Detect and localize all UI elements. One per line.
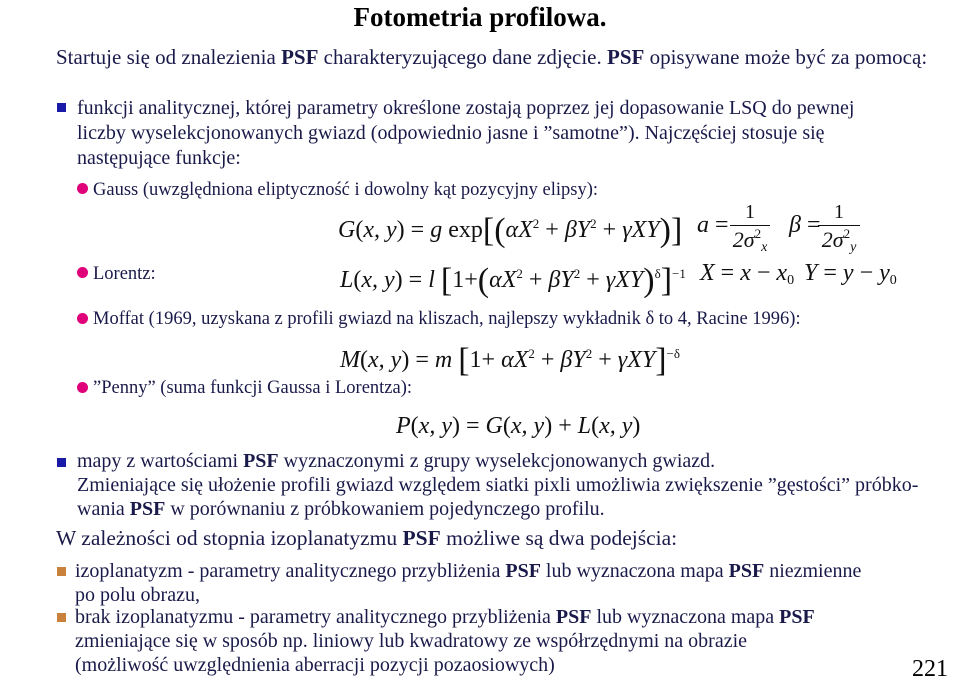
bullet-map-line3: wania PSF w porównaniu z próbkowaniem pojedynczego profilu. [77,498,605,520]
square-bullet-icon [57,613,66,622]
penny-formula: P(x, y) = G(x, y) + L(x, y) [396,413,641,439]
penny-label: ”Penny” (suma funkcji Gaussa i Lorentza): [93,378,413,398]
square-bullet-icon [57,103,66,112]
bullet-map-line2: Zmieniające się ułożenie profili gwiazd względem siatki pixli umożliwia zwiększenie ”gęstości” próbko- [77,474,919,496]
bullet-analytic-line2: liczby wyselekcjonowanych gwiazd (odpowiednio jasne i ”samotne”). Najczęściej stosuje się [77,122,825,144]
beta-fraction: 1 $2\sigma^2_y$ [818,201,860,256]
moffat-label: Moffat (1969, uzyskana z profili gwiazd na kliszach, najlepszy wykładnik δ to 4, Racine 1996): [93,309,801,329]
circle-bullet-icon [77,267,88,278]
circle-bullet-icon [77,382,88,393]
square-bullet-icon [57,458,66,467]
approach2-line1: brak izoplanatyzmu - parametry analitycznego przybliżenia PSF lub wyznaczona mapa PSF [75,606,815,628]
circle-bullet-icon [77,183,88,194]
gauss-formula: G(x, y) = g $\exp[(\alpha X^2 + \beta Y^2 + \gamma XY)]$ [338,212,683,249]
approach2-line3: (możliwość uwzględnienia aberracji pozycji pozaosiowych) [75,654,555,676]
bullet-map-line1: mapy z wartościami PSF wyznaczonymi z grupy wyselekcjonowanych gwiazd. [77,450,716,472]
approach1-line1: izoplanatyzm - parametry analitycznego przybliżenia PSF lub wyznaczona mapa PSF niezmienne [75,560,862,582]
y-offset-def: $Y = y - y_0$ [804,260,897,288]
gauss-label: Gauss (uwzględniona eliptyczność i dowolny kąt pozycyjny elipsy): [93,180,599,200]
beta-def: β = [789,212,821,238]
approach1-line2: po polu obrazu, [75,584,200,606]
square-bullet-icon [57,567,66,576]
intro-text: Startuje się od znalezienia PSF charakteryzującego dane zdjęcie. PSF opisywane może być za pomocą: [56,45,928,69]
alpha-def: a = [697,212,729,238]
circle-bullet-icon [77,313,88,324]
lorentz-label: Lorentz: [93,264,156,284]
x-offset-def: $X = x - x_0$ [700,260,795,288]
bullet-analytic-line3: następujące funkcje: [77,147,241,169]
approach2-line2: zmieniające się w sposób np. liniowy lub kwadratowy ze współrzędnymi na obrazie [75,630,748,652]
page-number: 221 [912,656,948,682]
bullet-analytic-line1: funkcji analitycznej, której parametry określone zostają poprzez jej dopasowanie LSQ do pewnej [77,97,855,119]
lorentz-formula: L(x, y) = l $[1+(\alpha X^2 + \beta Y^2 + \gamma XY)^\delta]^{-1}$ [340,262,686,299]
alpha-fraction: 1 $2\sigma^2_x$ [730,201,770,256]
slide-title: Fotometria profilowa. [353,2,607,32]
moffat-formula: M(x, y) = m $[1+ \alpha X^2 + \beta Y^2 + \gamma XY]^{-\delta}$ [340,342,681,379]
section2-heading: W zależności od stopnia izoplanatyzmu PSF możliwe są dwa podejścia: [56,526,678,550]
